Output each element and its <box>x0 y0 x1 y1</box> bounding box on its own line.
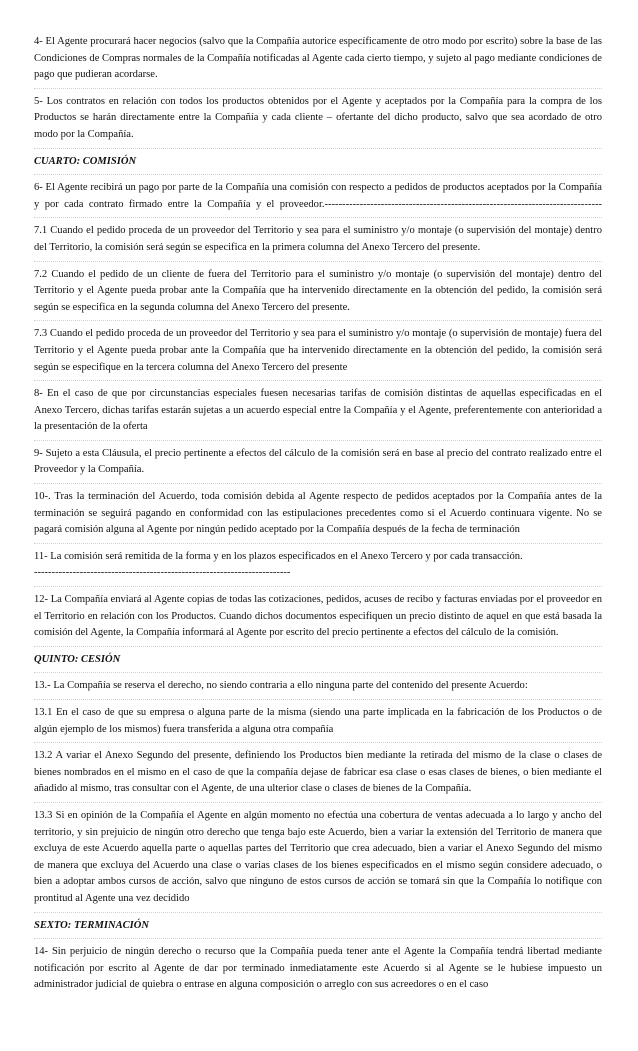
clause-7-2: 7.2 Cuando el pedido de un cliente de fuera del Territorio para el suministro y/o montaje (o supervisión del montaje) dentro del Territorio y el Agente pueda probar ante la Compañía que ha intervenido directamente en la obtención del pedido, la comisión será según se especifica en la segunda columna del Anexo Tercero del presente. <box>34 267 602 322</box>
clause-13-3: 13.3 Si en opinión de la Compañía el Agente en algún momento no efectúa una cobertura de ventas adecuada a lo largo y ancho del territorio, y sin prejuicio de ningún otro derecho que tenga bajo este Acuerdo, bien a variar la extensión del Territorio de manera que excluya de este Acuerdo aquella parte o aquellas partes del Territorio que crea adecuado, bien a variar el Anexo Segundo del mismo de manera que excluya del Acuerdo una clase o varias clases de los bienes especificados en el mismo según considere adecuado, o bien a adoptar ambos cursos de acción, salvo que ninguno de estos cursos de acción se tomará sin que la Compañía lo notifique con prontitud al Agente una vez decidido <box>34 808 602 913</box>
clause-14: 14- Sin perjuicio de ningún derecho o recurso que la Compañía pueda tener ante el Agente la Compañía tendrá libertad mediante notificación por escrito al Agente de dar por terminado inmediatamente este Acuerdo si al Agente se le hubiese impuesto un administrador judicial de quiebra o entrase en alguna composición o arreglo con sus acreedores o en el caso <box>34 946 602 991</box>
clause-13: 13.- La Compañía se reserva el derecho, no siendo contraria a ello ninguna parte del contenido del presente Acuerdo: <box>34 678 602 700</box>
clause-7-3: 7.3 Cuando el pedido proceda de un proveedor del Territorio y sea para el suministro y/o montaje (o supervisión de montaje) fuera del Territorio y el Agente pueda probar ante la Compañía que ha intervenido directamente en la obtención del pedido, la comisión será según se especifique en la tercera columna del Anexo Tercero del presente <box>34 326 602 381</box>
clause-13-1: 13.1 En el caso de que su empresa o alguna parte de la misma (siendo una parte implicada en la fabricación de los Productos o de algún ejemplo de los mismos) fuera transferida a alguna otra compañía <box>34 705 602 743</box>
clause-9: 9- Sujeto a esta Cláusula, el precio pertinente a efectos del cálculo de la comisión será en base al precio del contrato realizado entre el Proveedor y la Compañía. <box>34 446 602 484</box>
section-heading-quinto: QUINTO: CESIÓN <box>34 652 602 674</box>
section-heading-cuarto: CUARTO: COMISIÓN <box>34 154 602 176</box>
clause-8: 8- En el caso de que por circunstancias especiales fuesen necesarias tarifas de comisión distintas de aquellas especificadas en el Anexo Tercero, dichas tarifas estarán sujetas a un acuerdo especial entre la Compañía y el Agente, preferentemente con anterioridad a la presentación de la oferta <box>34 386 602 441</box>
clause-11-dash-line: ------------------------------------------------------------------------- <box>34 567 291 579</box>
clause-11-text: 11- La comisión será remitida de la forma y en los plazos especificados en el Anexo Tercero y por cada transacción. <box>34 550 523 562</box>
clause-5: 5- Los contratos en relación con todos los productos obtenidos por el Agente y aceptados por la Compañía para la compra de los Productos se harán directamente entre la Compañía y cada cliente – ofertante del dicho producto, salvo que sea acordado de otro modo por la Compañía. <box>34 94 602 149</box>
clause-12: 12- La Compañía enviará al Agente copias de todas las cotizaciones, pedidos, acuses de recibo y facturas enviadas por el proveedor en el Territorio en relación con los Productos. Cuando dichos documentos especifiquen un precio distinto de aquel en que está basada la comisión del Agente, la Compañía informará al Agente por escrito del precio pertinente a efectos del cálculo de la comisión. <box>34 592 602 647</box>
clause-11 <box>34 549 602 587</box>
clause-10: 10-. Tras la terminación del Acuerdo, toda comisión debida al Agente respecto de pedidos aceptados por la Compañía antes de la terminación se seguirá pagando en conformidad con las estipulaciones precedentes como si el Acuerdo continuara vigente. No se pagará comisión alguna al Agente por ningún pedido aceptado por la Compañía después de la fecha de terminación <box>34 489 602 544</box>
clause-7-1: 7.1 Cuando el pedido proceda de un proveedor del Territorio y sea para el suministro y/o montaje (o supervisión del montaje) dentro del Territorio, la comisión será según se especifica en la primera columna del Anexo Tercero del presente. <box>34 223 602 261</box>
section-heading-sexto: SEXTO: TERMINACIÓN <box>34 918 602 940</box>
clause-6: 6- El Agente recibirá un pago por parte de la Compañía una comisión con respecto a pedidos de productos aceptados por la Compañía y por cada contrato firmado entre la Compañía y el proveedor.------------------------------------------------------------------------------- <box>34 180 602 218</box>
clause-13-2: 13.2 A variar el Anexo Segundo del presente, definiendo los Productos bien mediante la retirada del mismo de la clase o clases de bienes nombrados en el mismo en el caso de que la compañía dejase de fabricar esa clase o esas clases de bienes, o bien mediante el añadido al mismo, tras consultar con el Agente, de una ulterior clase o clases de bienes de la Compañía. <box>34 748 602 803</box>
clause-4: 4- El Agente procurará hacer negocios (salvo que la Compañía autorice específicamente de otro modo por escrito) sobre la base de las Condiciones de Compras normales de la Compañía notificadas al Agente cada cierto tiempo, y sujeto al pago mediante condiciones de pago que pudieran acordarse. <box>34 34 602 89</box>
document-body <box>34 34 602 1003</box>
